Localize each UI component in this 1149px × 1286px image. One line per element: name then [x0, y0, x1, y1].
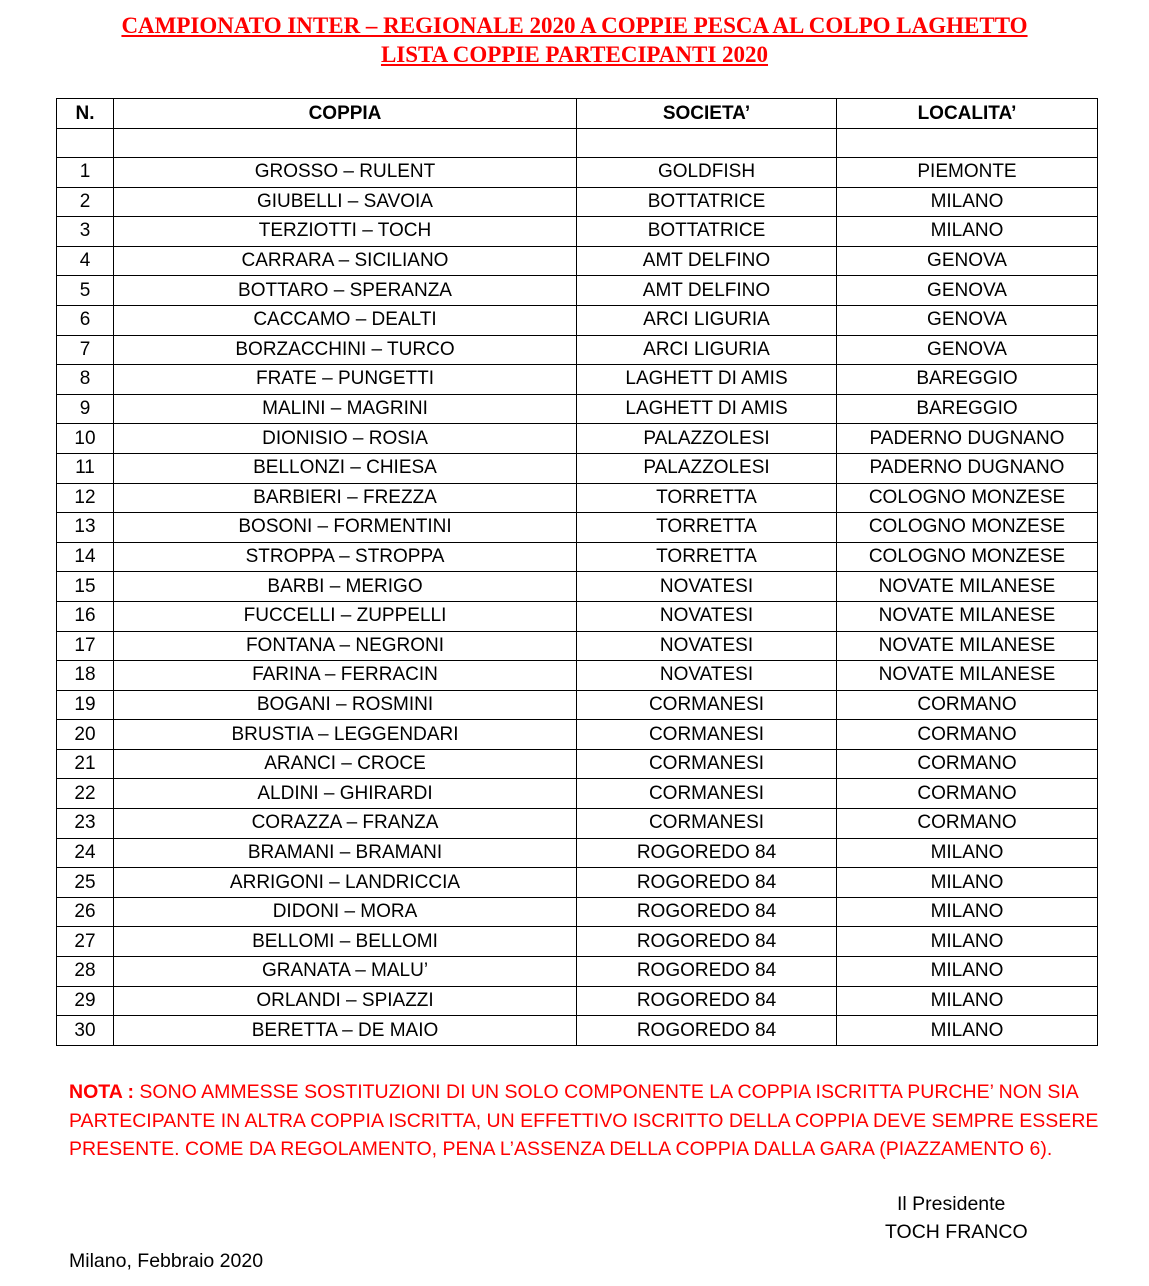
table-row [57, 779, 1098, 809]
row-number: 29 [57, 986, 114, 1016]
coppia-cell: DIDONI – MORA [114, 897, 577, 927]
row-number: 19 [57, 690, 114, 720]
coppia-cell: FRATE – PUNGETTI [114, 365, 577, 395]
localita-cell: CORMANO [837, 749, 1098, 779]
table-row [57, 690, 1098, 720]
localita-cell: GENOVA [837, 305, 1098, 335]
localita-cell: MILANO [837, 1016, 1098, 1046]
row-number: 22 [57, 779, 114, 809]
coppia-cell: ORLANDI – SPIAZZI [114, 986, 577, 1016]
coppia-cell: DIONISIO – ROSIA [114, 424, 577, 454]
table-row [57, 897, 1098, 927]
row-number: 2 [57, 187, 114, 217]
table-row [57, 365, 1098, 395]
societa-cell: NOVATESI [577, 631, 837, 661]
nota-line-2: PARTECIPANTE IN ALTRA COPPIA ISCRITTA, UN EFFETTIVO ISCRITTO DELLA COPPIA DEVE SEMPRE ESSERE [69, 1109, 1099, 1132]
localita-cell: GENOVA [837, 276, 1098, 306]
localita-cell: BAREGGIO [837, 394, 1098, 424]
document-subtitle: LISTA COPPIE PARTECIPANTI 2020 [380, 42, 769, 67]
couples-table [56, 98, 1098, 1046]
header-societa: SOCIETA’ [577, 99, 837, 129]
row-number: 13 [57, 513, 114, 543]
coppia-cell: BORZACCHINI – TURCO [114, 335, 577, 365]
coppia-cell: GROSSO – RULENT [114, 158, 577, 188]
row-number: 5 [57, 276, 114, 306]
header-coppia: COPPIA [114, 99, 577, 129]
societa-cell: CORMANESI [577, 690, 837, 720]
document-title: CAMPIONATO INTER – REGIONALE 2020 A COPPIE PESCA AL COLPO LAGHETTO [121, 13, 1028, 38]
table-row [57, 957, 1098, 987]
table-row [57, 542, 1098, 572]
localita-cell: CORMANO [837, 720, 1098, 750]
table-row [57, 986, 1098, 1016]
societa-cell: ARCI LIGURIA [577, 305, 837, 335]
row-number: 8 [57, 365, 114, 395]
localita-cell: COLOGNO MONZESE [837, 483, 1098, 513]
coppia-cell: FARINA – FERRACIN [114, 661, 577, 691]
localita-cell: PIEMONTE [837, 158, 1098, 188]
table-row [57, 276, 1098, 306]
societa-cell: CORMANESI [577, 749, 837, 779]
table-row [57, 572, 1098, 602]
table-row [57, 187, 1098, 217]
localita-cell: MILANO [837, 927, 1098, 957]
signature-name: TOCH FRANCO [885, 1221, 1028, 1243]
table-row [57, 927, 1098, 957]
row-number: 6 [57, 305, 114, 335]
societa-cell: ROGOREDO 84 [577, 957, 837, 987]
localita-cell: MILANO [837, 868, 1098, 898]
table-row [57, 809, 1098, 839]
row-number: 20 [57, 720, 114, 750]
blank-cell [577, 129, 837, 158]
header-localita: LOCALITA’ [837, 99, 1098, 129]
localita-cell: NOVATE MILANESE [837, 631, 1098, 661]
blank-row [57, 129, 1098, 158]
coppia-cell: FONTANA – NEGRONI [114, 631, 577, 661]
societa-cell: ROGOREDO 84 [577, 838, 837, 868]
row-number: 16 [57, 601, 114, 631]
localita-cell: CORMANO [837, 809, 1098, 839]
coppia-cell: BRUSTIA – LEGGENDARI [114, 720, 577, 750]
coppia-cell: BARBI – MERIGO [114, 572, 577, 602]
coppia-cell: CORAZZA – FRANZA [114, 809, 577, 839]
table-row [57, 868, 1098, 898]
localita-cell: CORMANO [837, 690, 1098, 720]
table-row [57, 601, 1098, 631]
table-row [57, 394, 1098, 424]
coppia-cell: BARBIERI – FREZZA [114, 483, 577, 513]
societa-cell: CORMANESI [577, 779, 837, 809]
table-row [57, 838, 1098, 868]
societa-cell: TORRETTA [577, 513, 837, 543]
table-row [57, 335, 1098, 365]
coppia-cell: MALINI – MAGRINI [114, 394, 577, 424]
localita-cell: PADERNO DUGNANO [837, 424, 1098, 454]
societa-cell: ROGOREDO 84 [577, 868, 837, 898]
societa-cell: AMT DELFINO [577, 246, 837, 276]
societa-cell: ARCI LIGURIA [577, 335, 837, 365]
row-number: 18 [57, 661, 114, 691]
row-number: 1 [57, 158, 114, 188]
coppia-cell: BOSONI – FORMENTINI [114, 513, 577, 543]
table-row [57, 513, 1098, 543]
row-number: 10 [57, 424, 114, 454]
table-row [57, 749, 1098, 779]
societa-cell: PALAZZOLESI [577, 424, 837, 454]
coppia-cell: BELLOMI – BELLOMI [114, 927, 577, 957]
societa-cell: LAGHETT DI AMIS [577, 365, 837, 395]
societa-cell: CORMANESI [577, 809, 837, 839]
signature-role: Il Presidente [897, 1193, 1006, 1215]
localita-cell: MILANO [837, 187, 1098, 217]
coppia-cell: BOGANI – ROSMINI [114, 690, 577, 720]
nota-label: NOTA : [69, 1081, 134, 1103]
coppia-cell: CARRARA – SICILIANO [114, 246, 577, 276]
table-row [57, 305, 1098, 335]
row-number: 14 [57, 542, 114, 572]
localita-cell: MILANO [837, 897, 1098, 927]
table-row [57, 631, 1098, 661]
coppia-cell: CACCAMO – DEALTI [114, 305, 577, 335]
societa-cell: GOLDFISH [577, 158, 837, 188]
societa-cell: TORRETTA [577, 542, 837, 572]
table-row [57, 217, 1098, 247]
localita-cell: COLOGNO MONZESE [837, 542, 1098, 572]
table-row [57, 483, 1098, 513]
localita-cell: MILANO [837, 957, 1098, 987]
nota-line-1: SONO AMMESSE SOSTITUZIONI DI UN SOLO COMPONENTE LA COPPIA ISCRITTA PURCHE’ NON SIA [133, 1081, 1079, 1103]
localita-cell: CORMANO [837, 779, 1098, 809]
coppia-cell: GIUBELLI – SAVOIA [114, 187, 577, 217]
coppia-cell: BOTTARO – SPERANZA [114, 276, 577, 306]
row-number: 27 [57, 927, 114, 957]
table-row [57, 720, 1098, 750]
societa-cell: PALAZZOLESI [577, 453, 837, 483]
societa-cell: TORRETTA [577, 483, 837, 513]
localita-cell: NOVATE MILANESE [837, 601, 1098, 631]
coppia-cell: GRANATA – MALU’ [114, 957, 577, 987]
row-number: 23 [57, 809, 114, 839]
societa-cell: NOVATESI [577, 601, 837, 631]
row-number: 17 [57, 631, 114, 661]
table-row [57, 158, 1098, 188]
place-date: Milano, Febbraio 2020 [69, 1250, 264, 1272]
localita-cell: MILANO [837, 217, 1098, 247]
table-row [57, 246, 1098, 276]
coppia-cell: ARANCI – CROCE [114, 749, 577, 779]
societa-cell: ROGOREDO 84 [577, 927, 837, 957]
coppia-cell: BERETTA – DE MAIO [114, 1016, 577, 1046]
table-row [57, 424, 1098, 454]
societa-cell: ROGOREDO 84 [577, 1016, 837, 1046]
societa-cell: ROGOREDO 84 [577, 897, 837, 927]
table-header-row [57, 99, 1098, 129]
row-number: 15 [57, 572, 114, 602]
localita-cell: PADERNO DUGNANO [837, 453, 1098, 483]
row-number: 30 [57, 1016, 114, 1046]
societa-cell: ROGOREDO 84 [577, 986, 837, 1016]
row-number: 25 [57, 868, 114, 898]
coppia-cell: BELLONZI – CHIESA [114, 453, 577, 483]
localita-cell: NOVATE MILANESE [837, 661, 1098, 691]
row-number: 7 [57, 335, 114, 365]
coppia-cell: TERZIOTTI – TOCH [114, 217, 577, 247]
societa-cell: LAGHETT DI AMIS [577, 394, 837, 424]
societa-cell: AMT DELFINO [577, 276, 837, 306]
nota-paragraph [69, 1078, 1099, 1164]
table-row [57, 453, 1098, 483]
localita-cell: BAREGGIO [837, 365, 1098, 395]
blank-cell [114, 129, 577, 158]
coppia-cell: FUCCELLI – ZUPPELLI [114, 601, 577, 631]
societa-cell: CORMANESI [577, 720, 837, 750]
localita-cell: COLOGNO MONZESE [837, 513, 1098, 543]
societa-cell: BOTTATRICE [577, 217, 837, 247]
row-number: 3 [57, 217, 114, 247]
coppia-cell: ALDINI – GHIRARDI [114, 779, 577, 809]
table-row [57, 661, 1098, 691]
societa-cell: BOTTATRICE [577, 187, 837, 217]
coppia-cell: STROPPA – STROPPA [114, 542, 577, 572]
coppia-cell: BRAMANI – BRAMANI [114, 838, 577, 868]
blank-cell [837, 129, 1098, 158]
table-row [57, 1016, 1098, 1046]
localita-cell: GENOVA [837, 335, 1098, 365]
row-number: 4 [57, 246, 114, 276]
blank-cell [57, 129, 114, 158]
localita-cell: MILANO [837, 838, 1098, 868]
localita-cell: NOVATE MILANESE [837, 572, 1098, 602]
row-number: 9 [57, 394, 114, 424]
row-number: 21 [57, 749, 114, 779]
row-number: 28 [57, 957, 114, 987]
row-number: 24 [57, 838, 114, 868]
row-number: 12 [57, 483, 114, 513]
localita-cell: MILANO [837, 986, 1098, 1016]
header-number: N. [57, 99, 114, 129]
coppia-cell: ARRIGONI – LANDRICCIA [114, 868, 577, 898]
row-number: 26 [57, 897, 114, 927]
societa-cell: NOVATESI [577, 572, 837, 602]
row-number: 11 [57, 453, 114, 483]
societa-cell: NOVATESI [577, 661, 837, 691]
localita-cell: GENOVA [837, 246, 1098, 276]
nota-line-3: PRESENTE. COME DA REGOLAMENTO, PENA L’ASSENZA DELLA COPPIA DALLA GARA (PIAZZAMENTO 6). [69, 1138, 1053, 1160]
